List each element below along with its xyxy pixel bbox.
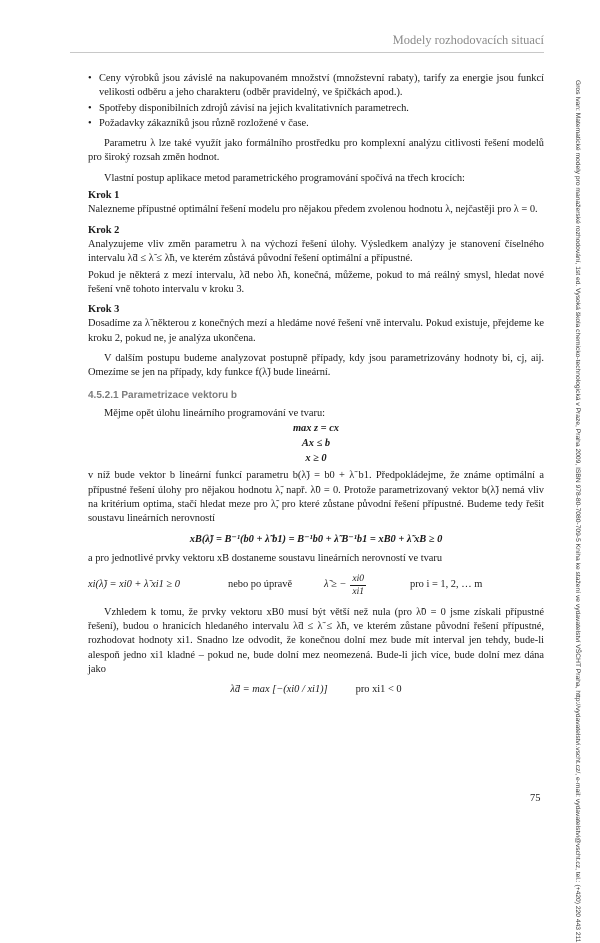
paragraph: Vzhledem k tomu, že prvky vektoru xB0 musí být větší než nula (pro λ̃0 = 0 jsme získali přípustné řešení), budou o hranicích hledaného intervalu λ̃d ≤ λ̃ ≤ λ̃h, ve kterém zůstane původní řešení přípustné, rozhodovat hodnoty xi1. Snadno lze odvodit, že konečnou dolní mez bude mít interval jen tehdy, bude-li alespoň jedno xi1 kladné – pokud ne, bude dolní mez neomezená. Bude-li jich více, bude dolní mez dána jako xyxy=(88,606,544,675)
fraction-denominator: xi1 xyxy=(352,586,365,597)
step-heading: Krok 2 xyxy=(88,224,120,236)
running-title: Modely rozhodovacích situací xyxy=(392,33,544,47)
equation: Ax ≤ b xyxy=(301,438,331,450)
equation: λ̃d = max [−(xi0 / xi1)] xyxy=(230,684,328,696)
list-item: • Ceny výrobků jsou závislé na nakupovaném množství (množstevní rabaty), tarify za energie jsou funkcí velikosti odběru a jeho charakteru (odběr pravidelný, ve špičkách apod.). xyxy=(88,72,544,101)
equation: xB(λ̃) = B⁻¹(b0 + λ̃ b1) = B⁻¹b0 + λ̃ B⁻¹b1 = xB0 + λ̃ xB ≥ 0 xyxy=(189,534,443,546)
equation: x ≥ 0 xyxy=(305,453,327,465)
paragraph: Nalezneme přípustné optimální řešení modelu pro nějakou předem zvolenou hodnotu λ, nejčastěji pro λ = 0. xyxy=(88,204,538,216)
list-item: • Požadavky zákazníků jsou různě rozložené v čase. xyxy=(88,117,544,131)
paragraph: Dosadíme za λ̃ některou z konečných mezí a hledáme nové řešení vně intervalu. Pokud existuje, přejdeme ke kroku 2, pokud ne, je analýza ukončena. xyxy=(88,318,544,344)
list-item: • Spotřeby disponibilních zdrojů závisí na jejich kvalitativních parametrech. xyxy=(88,102,544,116)
equation: λ̃ ≥ − xyxy=(324,579,347,591)
equation-text: nebo po úpravě xyxy=(228,579,293,591)
step-heading: Krok 3 xyxy=(88,304,120,316)
page-body xyxy=(88,72,544,698)
bullet-list xyxy=(88,72,544,131)
paragraph: Pokud je některá z mezí intervalu, λ̃d nebo λ̃h, konečná, můžeme, pokud to má reálný smysl, hledat nové řešení vně tohoto intervalu v kroku 3. xyxy=(88,269,544,295)
paragraph: Mějme opět úlohu lineárního programování ve tvaru: xyxy=(104,407,326,419)
equation: max z = cx xyxy=(292,423,340,435)
paragraph: a pro jednotlivé prvky vektoru xB dostaneme soustavu lineárních nerovností ve tvaru xyxy=(88,553,443,565)
page-number: 75 xyxy=(530,793,541,804)
paragraph: V dalším postupu budeme analyzovat postupně případy, kdy jsou parametrizovány hodnoty bi, cj, aij. Omezíme se jen na případy, kdy funkce f(λ̃) bude lineární. xyxy=(88,353,544,379)
section-heading: 4.5.2.1 Parametrizace vektoru b xyxy=(88,389,237,401)
paragraph: Vlastní postup aplikace metod parametrického programování spočívá na třech krocích: xyxy=(104,172,465,184)
paragraph: Parametru λ lze také využít jako formálního prostředku pro komplexní analýzu citlivosti řešení modelů pro široký rozsah změn hodnot. xyxy=(88,138,544,164)
equation-row xyxy=(88,573,544,598)
side-citation xyxy=(548,80,588,943)
equation-row xyxy=(88,683,544,697)
equation: xi(λ̃) = xi0 + λ̃ xi1 ≥ 0 xyxy=(88,579,180,591)
fraction-numerator: xi0 xyxy=(352,573,365,584)
step-heading: Krok 1 xyxy=(88,190,120,202)
fraction xyxy=(350,573,366,598)
side-citation-text: Gros Ivan: Matematické modely pro manažerské rozhodování, 1st ed. Vysoká škola chemicko-technologická v Praze, Praha 2009, ISBN 978-80-7080-709-5 Kniha ke stažení ve vydavatelství VŠCHT Praha, http://vydavatelstvi.vscht.cz/, e-mail: vydavatelstvi@vscht.cz, tel.: (+420) 220 443 211 xyxy=(574,80,581,943)
paragraph: Analyzujeme vliv změn parametru λ na výchozí řešení úlohy. Výsledkem analýzy je stanovení číselného intervalu λ̃d ≤ λ̃ ≤ λ̃h, ve kterém zůstává původní řešení optimální a přípustné. xyxy=(88,238,544,265)
equation-text: pro i = 1, 2, … m xyxy=(410,579,483,591)
header-rule xyxy=(70,52,544,53)
paragraph: v níž bude vektor b lineární funkcí parametru b(λ̃) = b0 + λ̃ b1. Předpokládejme, že známe optimální a přípustné řešení úlohy pro nějakou hodnotu λ̃, např. λ̃0 = 0. Protože parametrizovaný vektor b(λ̃) nemá vliv na kritérium optima, stačí hledat meze pro λ̃, pro které zůstane původní řešení přípustné. Budeme tedy řešit soustavu lineárních nerovností xyxy=(88,470,544,525)
equation-text: pro xi1 < 0 xyxy=(355,684,402,696)
